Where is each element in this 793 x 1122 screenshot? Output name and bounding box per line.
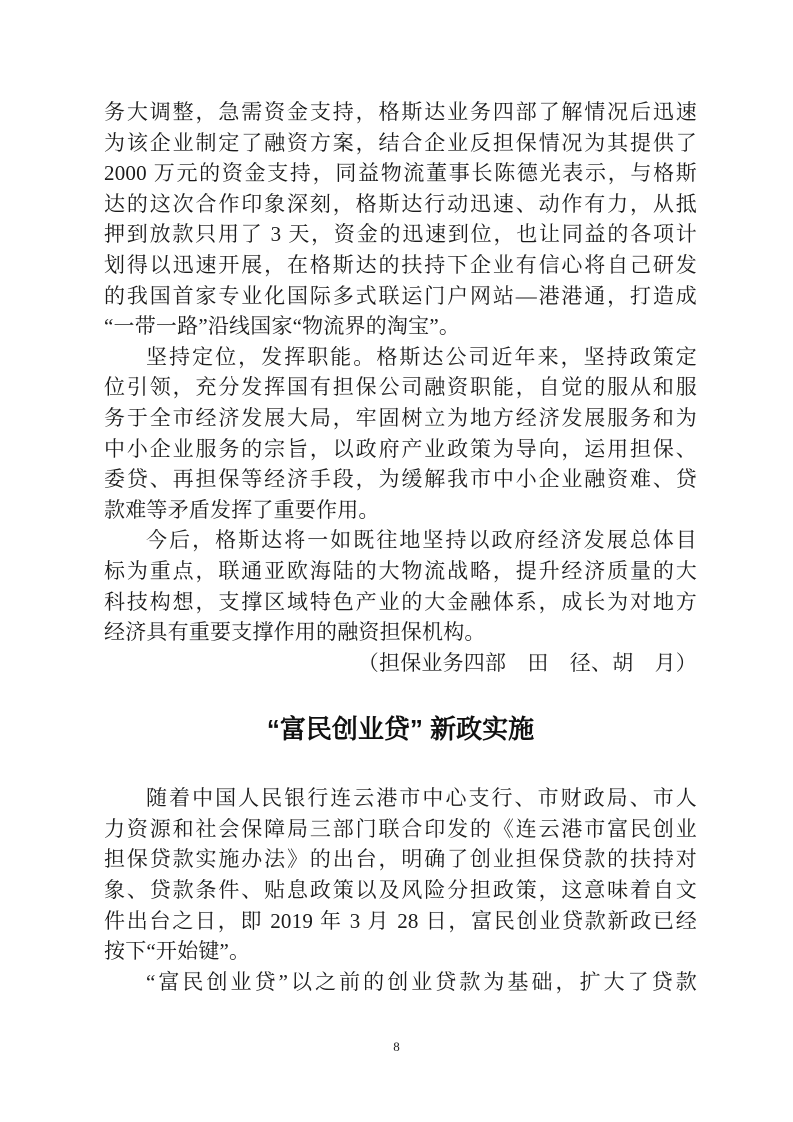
text-line: 担保贷款实施办法》的出台，明确了创业担保贷款的扶持对 — [104, 847, 697, 872]
text-line: 划得以迅速开展，在格斯达的扶持下企业有信心将自己研发 — [104, 252, 697, 277]
text-line: 件出台之日，即 2019 年 3 月 28 日，富民创业贷款新政已经 — [104, 908, 697, 933]
byline: （担保业务四部 田 径、胡 月） — [357, 650, 697, 675]
page-number: 8 — [393, 1039, 400, 1054]
text-line: “富民创业贷”以之前的创业贷款为基础，扩大了贷款 — [146, 969, 697, 994]
text-line: 务于全市经济发展大局，牢固树立为地方经济发展服务和为 — [104, 405, 697, 430]
text-line: 2000 万元的资金支持，同益物流董事长陈德光表示，与格斯 — [104, 161, 697, 186]
text-line: 科技构想，支撑区域特色产业的大金融体系，成长为对地方 — [104, 589, 697, 614]
text-line: 坚持定位，发挥职能。格斯达公司近年来，坚持政策定 — [146, 344, 697, 369]
article-text — [104, 97, 697, 997]
text-line: 象、贷款条件、贴息政策以及风险分担政策，这意味着自文 — [104, 878, 697, 903]
text-line: 今后，格斯达将一如既往地坚持以政府经济发展总体目 — [146, 528, 697, 553]
text-line: 按下“开始键”。 — [104, 939, 251, 964]
text-line: 委贷、再担保等经济手段，为缓解我市中小企业融资难、贷 — [104, 467, 697, 492]
text-line: 经济具有重要支撑作用的融资担保机构。 — [104, 620, 486, 645]
paragraph — [104, 525, 697, 647]
text-line: 中小企业服务的宗旨，以政府产业政策为导向，运用担保、 — [104, 436, 697, 461]
text-line: 务大调整，急需资金支持，格斯达业务四部了解情况后迅速 — [104, 100, 697, 124]
text-line: 随着中国人民银行连云港市中心支行、市财政局、市人 — [146, 786, 697, 811]
text-line: 标为重点，联通亚欧海陆的大物流战略，提升经济质量的大 — [104, 558, 697, 583]
text-line: 为该企业制定了融资方案，结合企业反担保情况为其提供了 — [104, 130, 697, 155]
text-line: “一带一路”沿线国家“物流界的淘宝”。 — [104, 314, 461, 339]
paragraph — [104, 783, 697, 967]
text-line: 位引领，充分发挥国有担保公司融资职能，自觉的服从和服 — [104, 375, 697, 400]
paragraph — [104, 967, 697, 998]
text-line: 押到放款只用了 3 天，资金的迅速到位，也让同益的各项计 — [104, 222, 697, 247]
article-title: “富民创业贷” 新政实施 — [266, 714, 535, 745]
page-footer — [0, 1039, 793, 1055]
text-line: 款难等矛盾发挥了重要作用。 — [104, 497, 380, 522]
text-line: 达的这次合作印象深刻，格斯达行动迅速、动作有力，从抵 — [104, 191, 697, 216]
paragraph — [104, 97, 697, 342]
paragraph — [104, 342, 697, 526]
text-line: 的我国首家专业化国际多式联运门户网站—港港通，打造成 — [104, 283, 697, 308]
text-line: 力资源和社会保障局三部门联合印发的《连云港市富民创业 — [104, 816, 697, 841]
